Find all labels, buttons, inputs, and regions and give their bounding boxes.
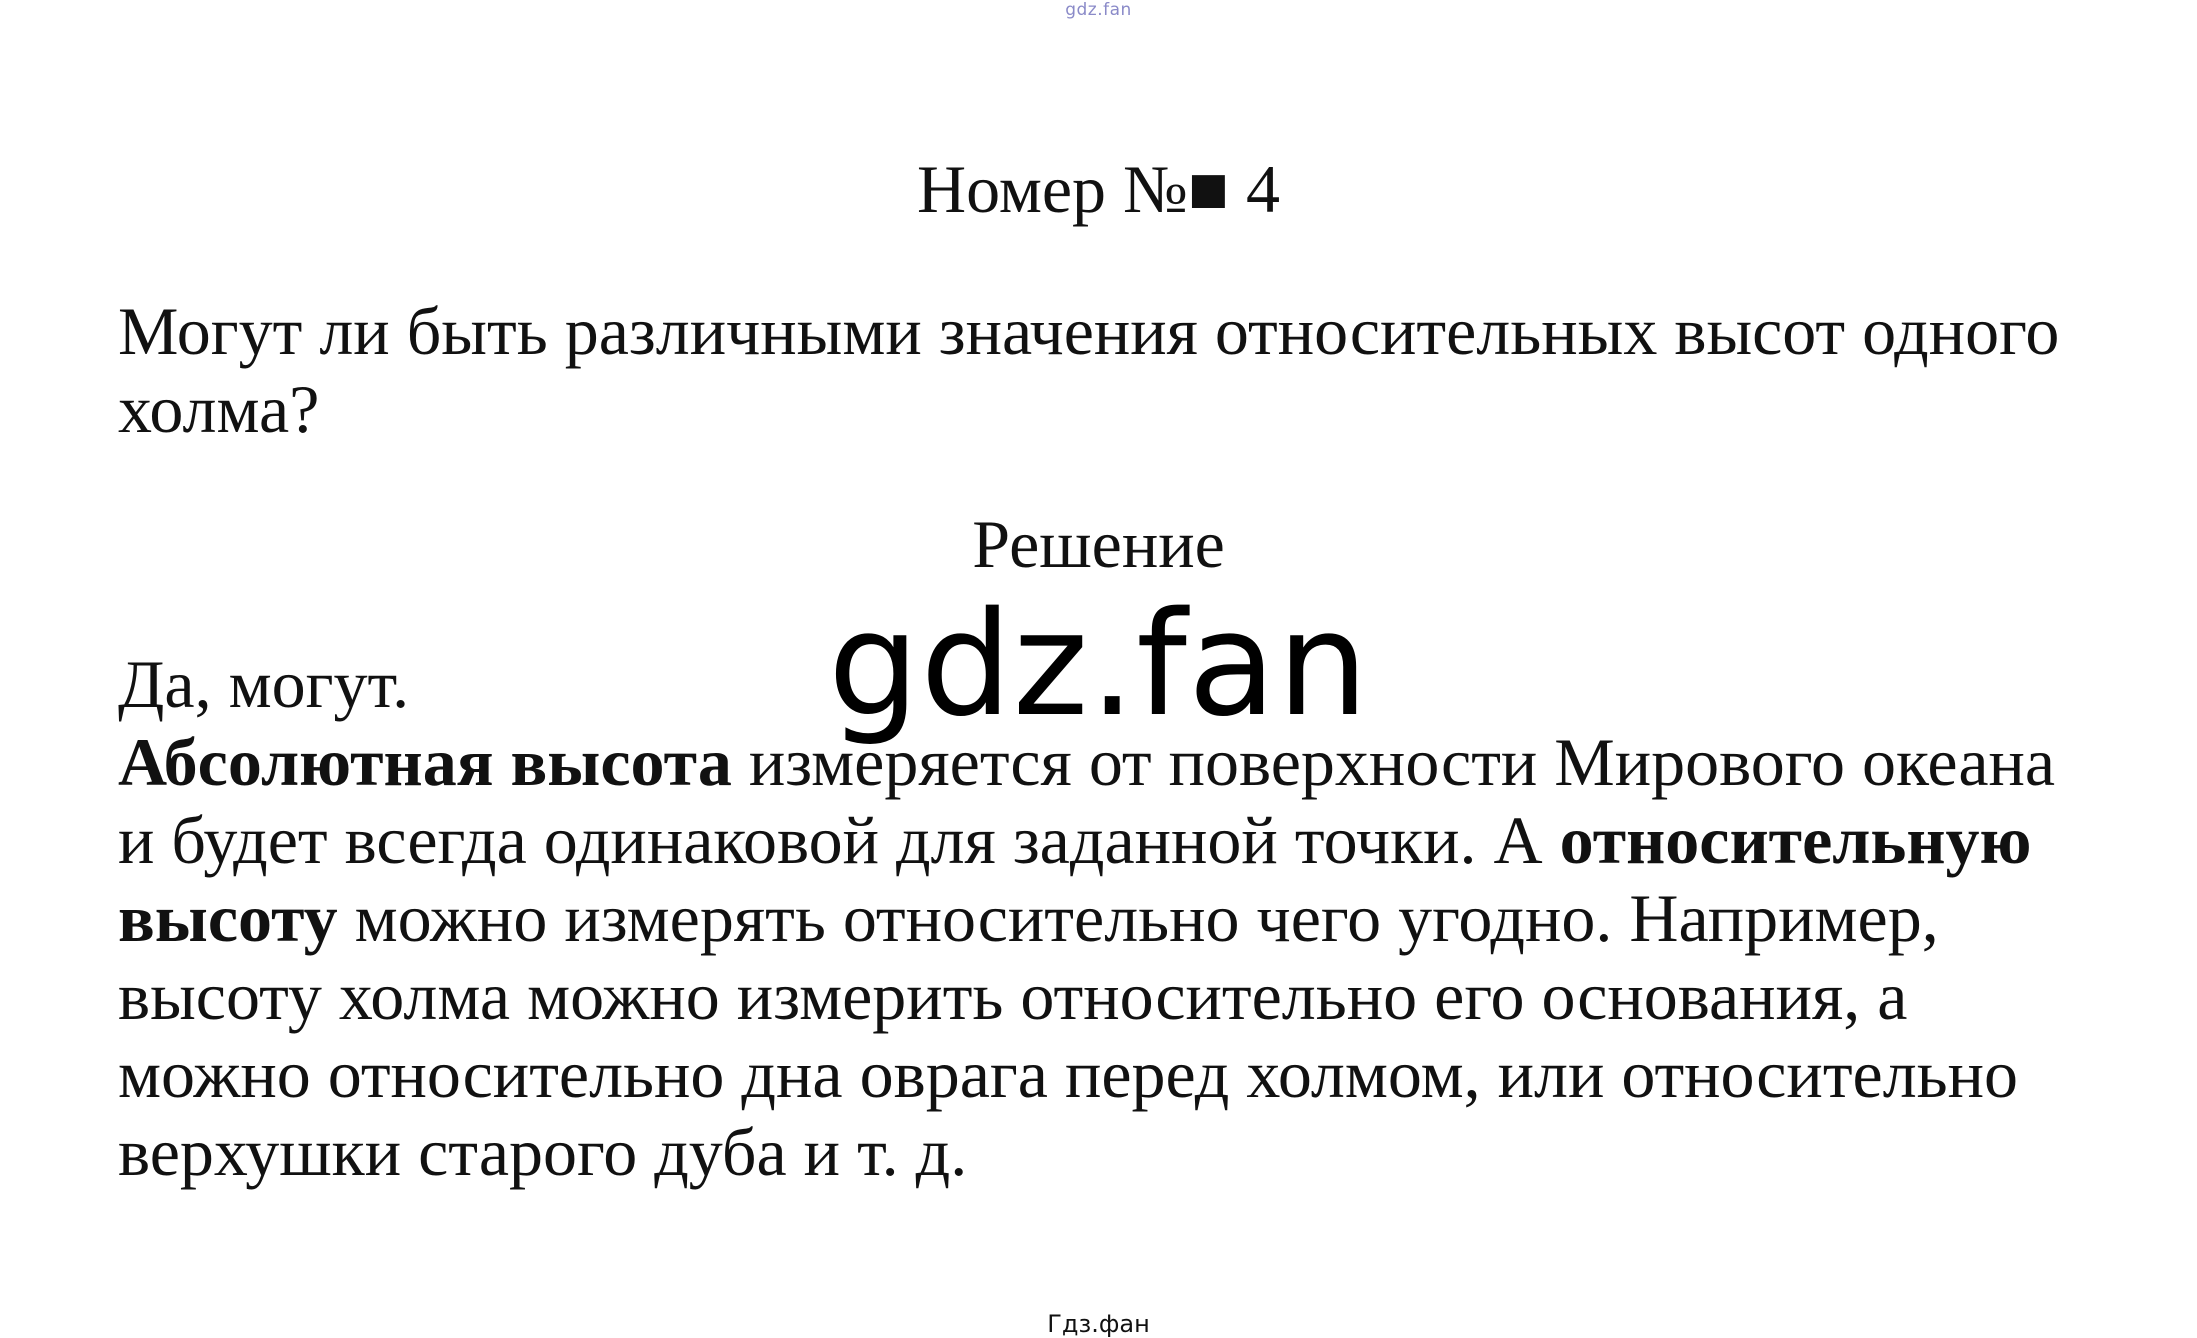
answer-line-text: и будет всегда одинаковой для заданной точки. А: [118, 802, 1560, 878]
term-relative-height-cont: высоту: [118, 880, 338, 956]
answer-line: [118, 879, 2118, 957]
answer-line: можно относительно дна оврага перед холмом, или относительно: [118, 1036, 2019, 1112]
answer-line: верхушки старого дуба и т. д.: [118, 1114, 968, 1190]
answer-line-text: измеряется от поверхности Мирового океана: [731, 724, 2056, 800]
term-absolute-height: Абсолютная высота: [118, 724, 732, 800]
answer-short: Да, могут.: [118, 646, 410, 722]
term-relative-height: относительную: [1559, 802, 2032, 878]
answer-line: [118, 801, 2118, 879]
big-watermark: gdz.fan: [828, 580, 1370, 748]
answer-line: высоту холма можно измерить относительно его основания, а: [118, 958, 1908, 1034]
question-line: холма?: [118, 371, 320, 447]
solution-heading: Решение: [972, 506, 1225, 582]
answer-line-text: можно измерять относительно чего угодно. Например,: [337, 880, 1939, 956]
top-watermark: gdz.fan: [1065, 0, 1132, 20]
page-title: Номер №■ 4: [917, 151, 1280, 227]
question-text: [118, 292, 2118, 448]
bottom-watermark: Гдз.фан: [1047, 1310, 1150, 1338]
question-line: Могут ли быть различными значения относительных высот одного: [118, 293, 2060, 369]
